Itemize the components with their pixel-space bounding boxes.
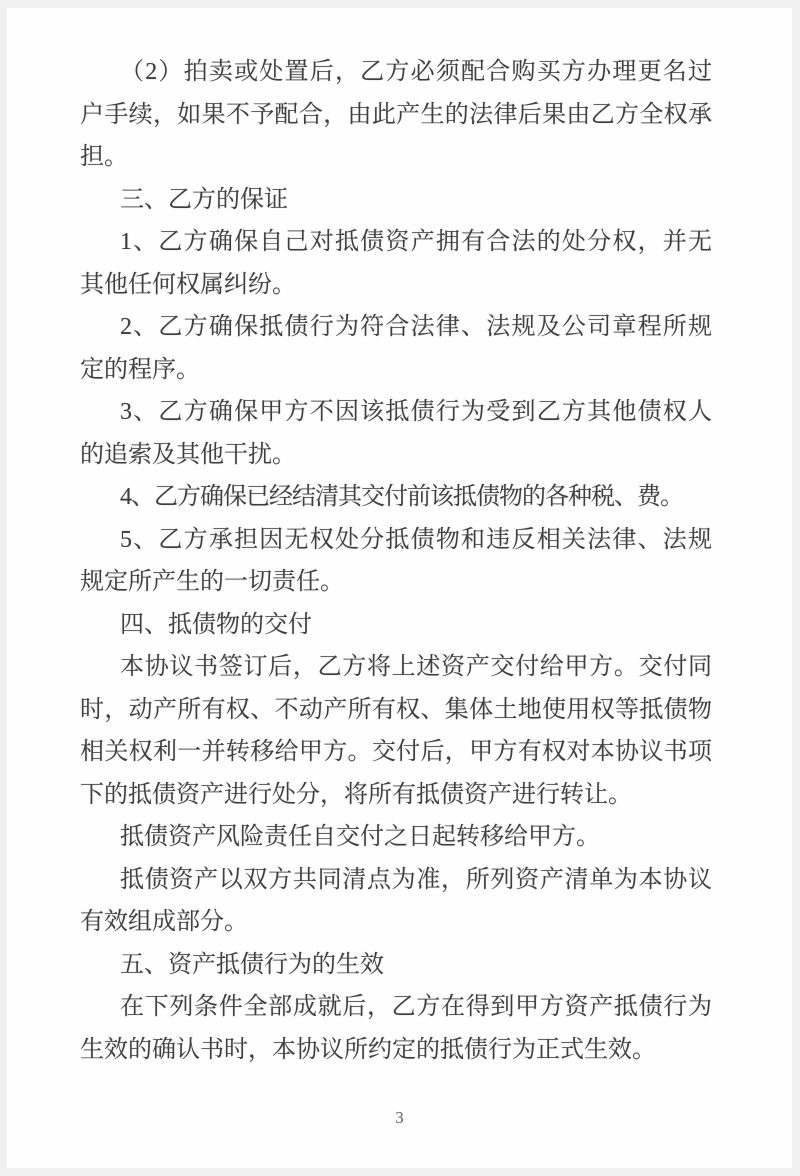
text-line: 3、乙方确保甲方不因该抵债行为受到乙方其他债权人 — [120, 399, 712, 425]
text-line: 生效的确认书时，本协议所约定的抵债行为正式生效。 — [80, 1036, 656, 1063]
text-line: 担。 — [80, 144, 128, 170]
section-4-heading: 四、抵债物的交付 — [120, 611, 312, 638]
text-line: 的追索及其他干扰。 — [80, 441, 296, 468]
text-line: 相关权利一并转移给甲方。交付后，甲方有权对本协议书项 — [80, 739, 712, 765]
text-line: 规定所产生的一切责任。 — [80, 569, 344, 595]
text-line: 抵债资产以双方共同清点为准，所列资产清单为本协议 — [120, 866, 712, 893]
text-line: 5、乙方承担因无权处分抵债物和违反相关法律、法规 — [120, 526, 712, 553]
text-line: 2、乙方确保抵债行为符合法律、法规及公司章程所规 — [120, 314, 712, 340]
scanned-document-page — [7, 8, 792, 1168]
text-line: 下的抵债资产进行处分，将所有抵债资产进行转让。 — [80, 781, 632, 808]
text-line: 定的程序。 — [80, 356, 200, 383]
text-line: 1、乙方确保自己对抵债资产拥有合法的处分权，并无 — [120, 229, 712, 255]
text-line: （2）拍卖或处置后，乙方必须配合购买方办理更名过 — [120, 59, 712, 85]
text-line: 时，动产所有权、不动产所有权、集体土地使用权等抵债物 — [80, 696, 712, 723]
text-line: 其他任何权属纠纷。 — [80, 271, 296, 298]
text-line: 户手续，如果不予配合，由此产生的法律后果由乙方全权承 — [80, 101, 712, 128]
section-5-heading: 五、资产抵债行为的生效 — [120, 951, 384, 978]
text-line: 在下列条件全部成就后，乙方在得到甲方资产抵债行为 — [120, 994, 712, 1020]
section-3-heading: 三、乙方的保证 — [120, 186, 288, 213]
page-number: 3 — [395, 1108, 404, 1127]
text-line: 抵债资产风险责任自交付之日起转移给甲方。 — [120, 824, 600, 850]
text-line: 4、乙方确保已经结清其交付前该抵债物的各种税、费。 — [120, 484, 683, 510]
text-line: 本协议书签订后，乙方将上述资产交付给甲方。交付同 — [120, 654, 712, 680]
text-line: 有效组成部分。 — [80, 909, 248, 935]
document-body — [80, 51, 712, 1071]
